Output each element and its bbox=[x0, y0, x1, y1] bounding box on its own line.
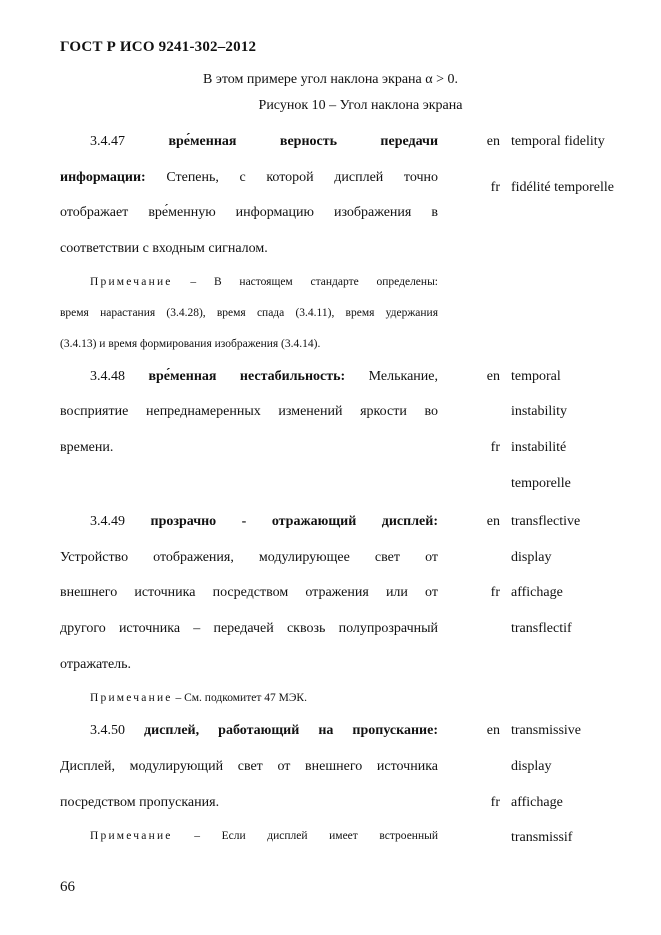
note-label: Примечание bbox=[90, 276, 173, 288]
note-text: – Если дисплей имеет встроенный bbox=[194, 830, 438, 842]
entry-definition-line: времени. bbox=[60, 440, 114, 455]
entry-definition-line: внешнего источника посредством отражения или от bbox=[60, 585, 438, 600]
entry-definition-line: Устройство отображения, модулирующее свет от bbox=[60, 550, 438, 565]
english-term: temporal fidelity bbox=[511, 134, 605, 149]
entry-definition-line: соответствии с входным сигналом. bbox=[60, 241, 268, 256]
entry-note-line: (3.4.13) и время формирования изображения (3.4.14). bbox=[60, 338, 321, 350]
note-text: – В настоящем стандарте определены: bbox=[190, 276, 438, 288]
english-term: display bbox=[511, 550, 552, 565]
figure-note: В этом примере угол наклона экрана α > 0. bbox=[202, 72, 458, 87]
entry-3-4-47-line-2 bbox=[60, 170, 438, 186]
note-label: Примечание bbox=[90, 692, 173, 704]
english-term: display bbox=[511, 759, 552, 774]
lang-label-en: en bbox=[486, 723, 500, 738]
lang-label-fr: fr bbox=[490, 440, 500, 455]
entry-number: 3.4.50 bbox=[90, 723, 125, 738]
lang-label-fr: fr bbox=[490, 585, 500, 600]
entry-definition-line: Дисплей, модулирующий свет от внешнего источника bbox=[60, 759, 438, 774]
entry-number: 3.4.48 bbox=[90, 369, 125, 384]
french-term: fidélité temporelle bbox=[511, 180, 615, 195]
entry-definition-line: восприятие непреднамеренных изменений яркости во bbox=[60, 404, 438, 419]
english-term: temporal bbox=[511, 369, 561, 384]
entry-note bbox=[90, 276, 438, 288]
entry-term: дисплей, работающий на пропускание: bbox=[144, 723, 438, 738]
entry-number: 3.4.47 bbox=[90, 134, 125, 149]
page-number: 66 bbox=[60, 879, 75, 895]
entry-term: вре́менная верность передачи bbox=[168, 134, 439, 149]
entry-term: прозрачно - отражающий дисплей: bbox=[150, 514, 438, 529]
lang-label-fr: fr bbox=[490, 180, 500, 195]
english-term: transflective bbox=[511, 514, 581, 529]
entry-definition: Степень, с которой дисплей точно bbox=[166, 170, 439, 185]
note-text: – См. подкомитет 47 МЭК. bbox=[175, 692, 307, 704]
entry-note-line: время нарастания (3.4.28), время спада (3.4.11), время удержания bbox=[60, 307, 438, 319]
entry-definition-line: отражатель. bbox=[60, 657, 132, 672]
entry-note bbox=[90, 830, 438, 842]
english-term: transmissive bbox=[511, 723, 581, 738]
french-term: transflectif bbox=[511, 621, 572, 636]
entry-definition: Мелькание, bbox=[368, 369, 438, 384]
entry-3-4-48-first-line bbox=[90, 369, 438, 385]
note-label: Примечание bbox=[90, 830, 173, 842]
lang-label-en: en bbox=[486, 134, 500, 149]
entry-note bbox=[90, 692, 438, 704]
entry-definition-line: посредством пропускания. bbox=[60, 795, 220, 810]
figure-caption: Рисунок 10 – Угол наклона экрана bbox=[258, 98, 463, 113]
french-term: instabilité bbox=[511, 440, 567, 455]
french-term: affichage bbox=[511, 585, 563, 600]
english-term: instability bbox=[511, 404, 567, 419]
entry-term: вре́менная нестабильность: bbox=[148, 369, 346, 384]
entry-3-4-50-first-line bbox=[90, 723, 438, 739]
entry-definition-line: другого источника – передачей сквозь полупрозрачный bbox=[60, 621, 438, 636]
entry-number: 3.4.49 bbox=[90, 514, 125, 529]
lang-label-en: en bbox=[486, 514, 500, 529]
lang-label-fr: fr bbox=[490, 795, 500, 810]
entry-3-4-49-first-line bbox=[90, 514, 438, 530]
entry-3-4-47-first-line bbox=[90, 134, 438, 150]
lang-label-en: en bbox=[486, 369, 500, 384]
french-term: transmissif bbox=[511, 830, 573, 845]
entry-term-continued: информации: bbox=[60, 170, 146, 185]
french-term: temporelle bbox=[511, 476, 571, 491]
document-header: ГОСТ Р ИСО 9241-302–2012 bbox=[60, 39, 257, 55]
french-term: affichage bbox=[511, 795, 563, 810]
entry-definition-line: отображает вре́менную информацию изображения в bbox=[60, 205, 438, 220]
